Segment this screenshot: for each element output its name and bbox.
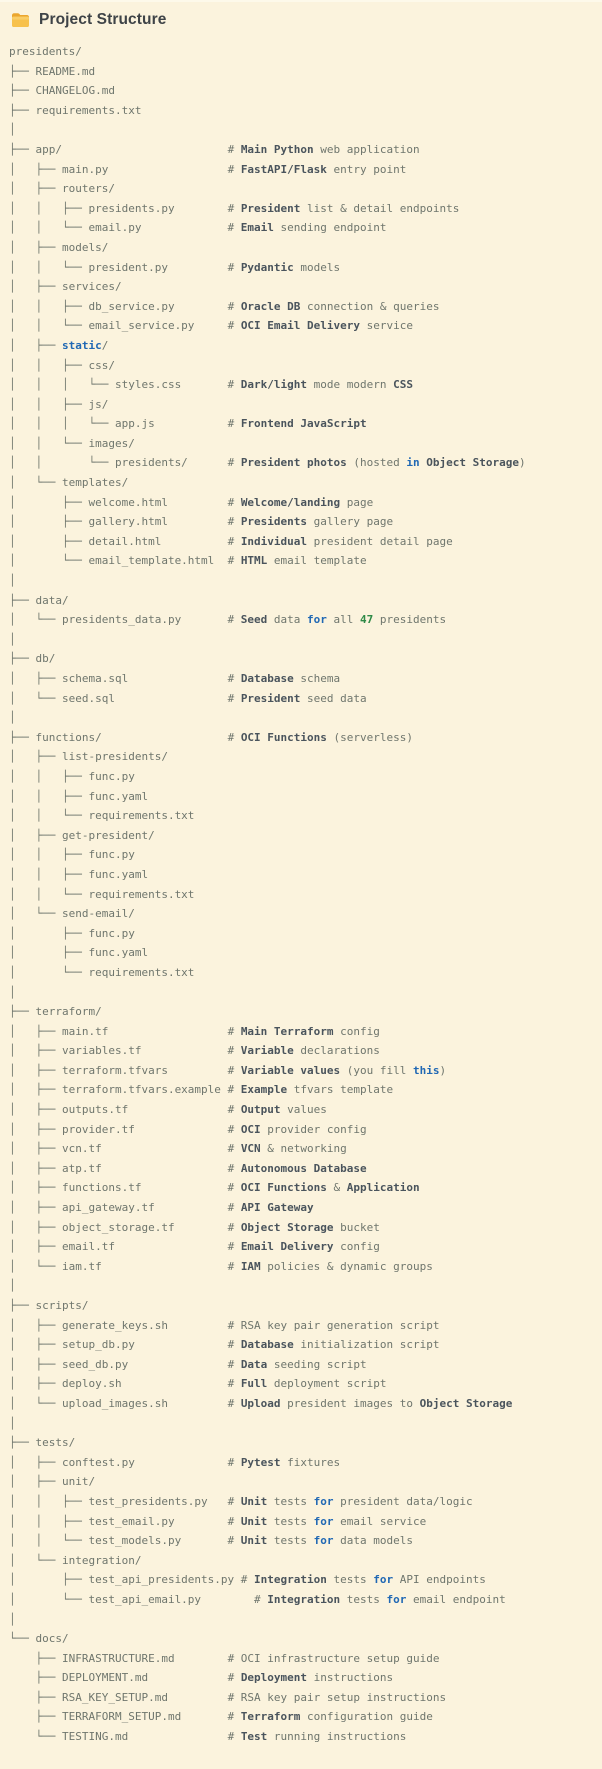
tree-line: │ └── upload_images.sh # Upload president images to Object Storage xyxy=(9,1396,513,1410)
tree-line: │ ├── functions.tf # OCI Functions & Application xyxy=(9,1181,420,1195)
tree-line: │ ├── vcn.tf # VCN & networking xyxy=(9,1142,347,1156)
tree-line: │ │ └── requirements.txt xyxy=(9,887,195,901)
tree-line: │ ├── api_gateway.tf # API Gateway xyxy=(9,1201,314,1215)
tree-line: │ │ └── email_service.py # OCI Email Delivery service xyxy=(9,319,414,333)
tree-line: │ └── seed.sql # President seed data xyxy=(9,691,367,705)
tree-line: │ │ └── images/ xyxy=(9,436,135,450)
tree-line: │ │ ├── func.py xyxy=(9,769,135,783)
tree-line: │ xyxy=(9,1612,16,1626)
tree-line: │ ├── terraform.tfvars # Variable values (you fill this) xyxy=(9,1063,447,1077)
tree-line: │ ├── atp.tf # Autonomous Database xyxy=(9,1161,367,1175)
tree-line: │ │ └── presidents/ # President photos (hosted in Object Storage) xyxy=(9,456,526,470)
tree-line: │ xyxy=(9,985,16,999)
tree-line: │ │ ├── func.yaml xyxy=(9,789,149,803)
tree-line: │ │ ├── test_presidents.py # Unit tests for president data/logic xyxy=(9,1494,473,1508)
page-title: Project Structure xyxy=(39,11,167,28)
tree-line: ├── terraform/ xyxy=(9,1005,102,1019)
tree-line: │ │ ├── css/ xyxy=(9,358,115,372)
tree-line: ├── requirements.txt xyxy=(9,103,142,117)
tree-line: ├── DEPLOYMENT.md # Deployment instructions xyxy=(9,1671,394,1685)
tree-line: │ │ ├── test_email.py # Unit tests for email service xyxy=(9,1514,427,1528)
tree-line: │ ├── conftest.py # Pytest fixtures xyxy=(9,1455,341,1469)
tree-line: │ ├── func.py xyxy=(9,926,135,940)
tree-line: │ xyxy=(9,711,16,725)
tree-line: │ └── presidents_data.py # Seed data for all 47 presidents xyxy=(9,613,447,627)
tree-line: │ └── send-email/ xyxy=(9,907,135,921)
tree-line: │ ├── services/ xyxy=(9,280,122,294)
tree-line: │ │ └── president.py # Pydantic models xyxy=(9,260,341,274)
tree-line: ├── app/ # Main Python web application xyxy=(9,142,420,156)
tree-line: │ ├── gallery.html # Presidents gallery page xyxy=(9,515,394,529)
tree-line: │ │ ├── func.yaml xyxy=(9,867,149,881)
tree-line: │ ├── seed_db.py # Data seeding script xyxy=(9,1357,367,1371)
tree-line: │ ├── provider.tf # OCI provider config xyxy=(9,1122,367,1136)
project-tree xyxy=(0,42,602,1747)
header-bar xyxy=(0,2,602,29)
tree-line: │ xyxy=(9,632,16,646)
tree-line: │ ├── main.tf # Main Terraform config xyxy=(9,1024,380,1038)
tree-line: │ ├── detail.html # Individual president detail page xyxy=(9,534,453,548)
tree-line: │ └── test_api_email.py # Integration tests for email endpoint xyxy=(9,1592,506,1606)
folder-icon xyxy=(11,12,30,28)
tree-line: │ │ └── email.py # Email sending endpoint xyxy=(9,221,387,235)
tree-line: │ ├── list-presidents/ xyxy=(9,750,168,764)
tree-line: │ xyxy=(9,1416,16,1430)
tree-line: │ ├── main.py # FastAPI/Flask entry point xyxy=(9,162,407,176)
tree-line: │ xyxy=(9,574,16,588)
tree-line: │ └── requirements.txt xyxy=(9,965,195,979)
tree-line: │ │ ├── db_service.py # Oracle DB connection & queries xyxy=(9,299,440,313)
tree-line: │ ├── test_api_presidents.py # Integration tests for API endpoints xyxy=(9,1573,486,1587)
tree-line: ├── TERRAFORM_SETUP.md # Terraform configuration guide xyxy=(9,1710,433,1724)
tree-line: │ └── iam.tf # IAM policies & dynamic groups xyxy=(9,1259,433,1273)
tree-line: │ xyxy=(9,123,16,137)
tree-line: ├── CHANGELOG.md xyxy=(9,84,115,98)
tree-line: └── TESTING.md # Test running instructions xyxy=(9,1730,407,1744)
tree-line: │ ├── models/ xyxy=(9,240,109,254)
tree-line: │ ├── email.tf # Email Delivery config xyxy=(9,1240,380,1254)
tree-line: ├── RSA_KEY_SETUP.md # RSA key pair setup instructions xyxy=(9,1690,447,1704)
tree-line: │ ├── outputs.tf # Output values xyxy=(9,1103,327,1117)
tree-line: ├── functions/ # OCI Functions (serverless) xyxy=(9,730,413,744)
tree-line: │ ├── schema.sql # Database schema xyxy=(9,672,341,685)
tree-line: └── docs/ xyxy=(9,1632,69,1646)
tree-line: ├── INFRASTRUCTURE.md # OCI infrastructure setup guide xyxy=(9,1651,440,1665)
tree-line: │ │ ├── func.py xyxy=(9,848,135,862)
tree-line: │ └── integration/ xyxy=(9,1553,142,1567)
tree-line: ├── README.md xyxy=(9,64,96,78)
tree-line: │ xyxy=(9,1279,16,1293)
tree-line: │ ├── unit/ xyxy=(9,1475,96,1489)
tree-line: │ ├── object_storage.tf # Object Storage bucket xyxy=(9,1220,380,1234)
tree-line: │ ├── routers/ xyxy=(9,182,115,196)
tree-line: │ ├── setup_db.py # Database initialization script xyxy=(9,1338,440,1352)
tree-line: │ │ │ └── app.js # Frontend JavaScript xyxy=(9,417,367,431)
tree-line: ├── data/ xyxy=(9,593,69,607)
tree-line: │ ├── generate_keys.sh # RSA key pair generation script xyxy=(9,1318,440,1332)
tree-line: │ │ └── requirements.txt xyxy=(9,809,195,823)
tree-line: ├── tests/ xyxy=(9,1436,76,1450)
tree-line: │ ├── deploy.sh # Full deployment script xyxy=(9,1377,387,1391)
tree-line: │ ├── variables.tf # Variable declarations xyxy=(9,1044,380,1058)
tree-line: │ │ │ └── styles.css # Dark/light mode modern CSS xyxy=(9,378,413,392)
tree-line: │ │ ├── presidents.py # President list & detail endpoints xyxy=(9,201,460,215)
tree-line: │ │ └── test_models.py # Unit tests for data models xyxy=(9,1534,414,1548)
tree-line: │ └── templates/ xyxy=(9,476,129,490)
tree-line: │ ├── func.yaml xyxy=(9,946,149,960)
tree-line: ├── db/ xyxy=(9,652,56,666)
tree-line: │ └── email_template.html # HTML email template xyxy=(9,554,367,568)
tree-line: │ ├── welcome.html # Welcome/landing page xyxy=(9,495,374,509)
tree-line: │ ├── get-president/ xyxy=(9,828,155,842)
tree-line: │ │ ├── js/ xyxy=(9,397,109,411)
tree-line: ├── scripts/ xyxy=(9,1299,89,1312)
tree-line: │ ├── static/ xyxy=(9,338,109,352)
tree-line: │ ├── terraform.tfvars.example # Example tfvars template xyxy=(9,1083,394,1097)
tree-line: presidents/ xyxy=(9,45,82,58)
